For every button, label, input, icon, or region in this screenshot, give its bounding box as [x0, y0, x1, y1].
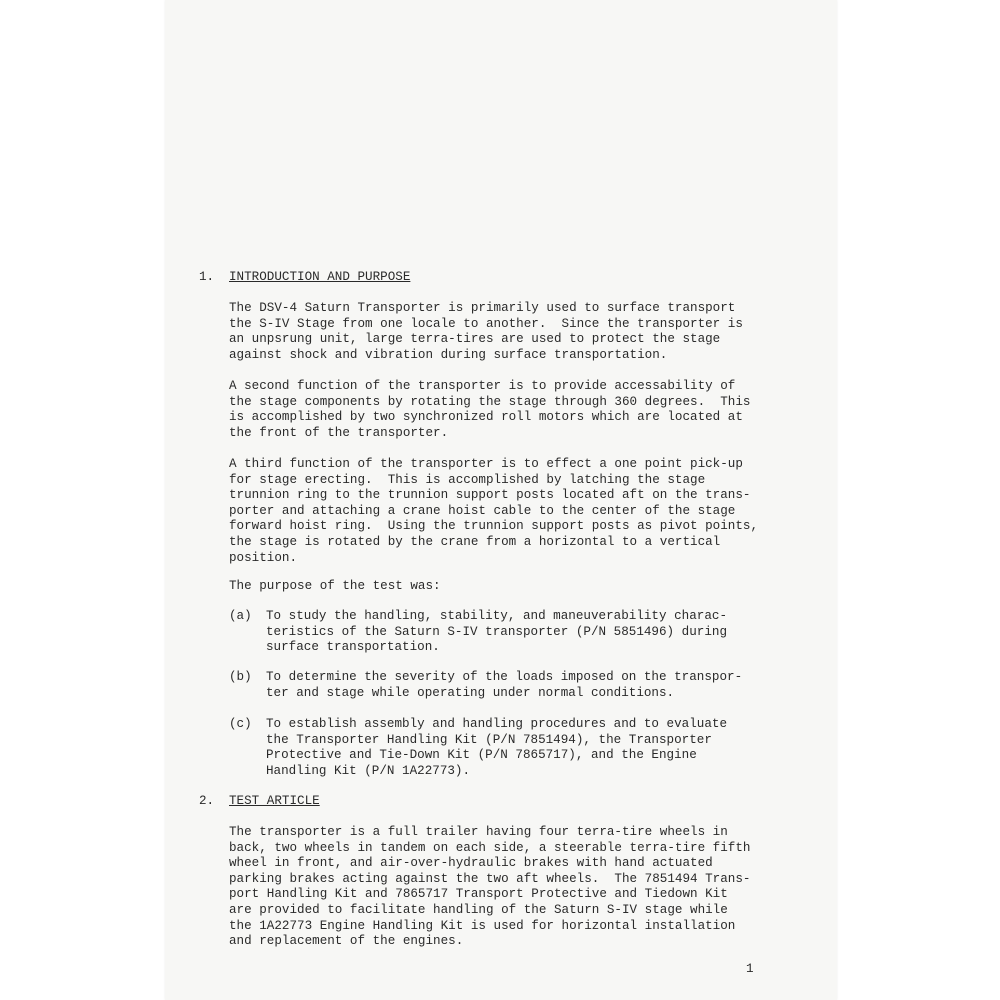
purpose-item-a-label: (a): [229, 609, 252, 623]
section-2-number: 2.: [199, 794, 215, 808]
section-1-number: 1.: [199, 270, 215, 284]
purpose-item-c-label: (c): [229, 717, 252, 731]
test-article-paragraph: The transporter is a full trailer having four terra-tire wheels in back, two wheels in tandem on each side, a steerable terra-tire fifth wheel in front, and air-over-hydraulic brakes with hand actuated parking brakes acting against the two aft wheels. The 7851494 Trans- port Handling Kit and 7865717 Transport Protective and Tiedown Kit are provided to facilitate handling of the Saturn S-IV stage while the 1A22773 Engine Handling Kit is used for horizontal installation and replacement of the engines.: [229, 825, 751, 949]
purpose-item-b: To determine the severity of the loads imposed on the transpor- ter and stage while operating under normal conditions.: [266, 670, 743, 700]
purpose-lead: The purpose of the test was:: [229, 579, 441, 593]
section-1-title: INTRODUCTION AND PURPOSE: [229, 270, 411, 284]
intro-paragraph-1: The DSV-4 Saturn Transporter is primarily used to surface transport the S-IV Stage from one locale to another. Since the transporter is an unpsrung unit, large terra-tires are used to protect the stage against shock and vibration during surface transportation.: [229, 301, 743, 362]
page-number: 1: [746, 962, 754, 976]
purpose-item-c: To establish assembly and handling procedures and to evaluate the Transporter Handling Kit (P/N 7851494), the Transporter Protective and Tie-Down Kit (P/N 7865717), and the Engine Handling Kit (P/N 1A22773).: [266, 717, 728, 778]
intro-paragraph-2: A second function of the transporter is to provide accessability of the stage components by rotating the stage through 360 degrees. This is accomplished by two synchronized roll motors which are located at the front of the transporter.: [229, 379, 751, 440]
intro-paragraph-3: A third function of the transporter is to effect a one point pick-up for stage erecting. This is accomplished by latching the stage trunnion ring to the trunnion support posts located aft on the trans- porter and attaching a crane hoist cable to the center of the stage forward hoist ring. Using the trunnion support posts as pivot points, the stage is rotated by the crane from a horizontal to a vertical position.: [229, 457, 759, 565]
purpose-item-a: To study the handling, stability, and maneuverability charac- teristics of the Saturn S-IV transporter (P/N 5851496) during surface transportation.: [266, 609, 728, 655]
purpose-item-b-label: (b): [229, 670, 252, 684]
section-2-title: TEST ARTICLE: [229, 794, 320, 808]
